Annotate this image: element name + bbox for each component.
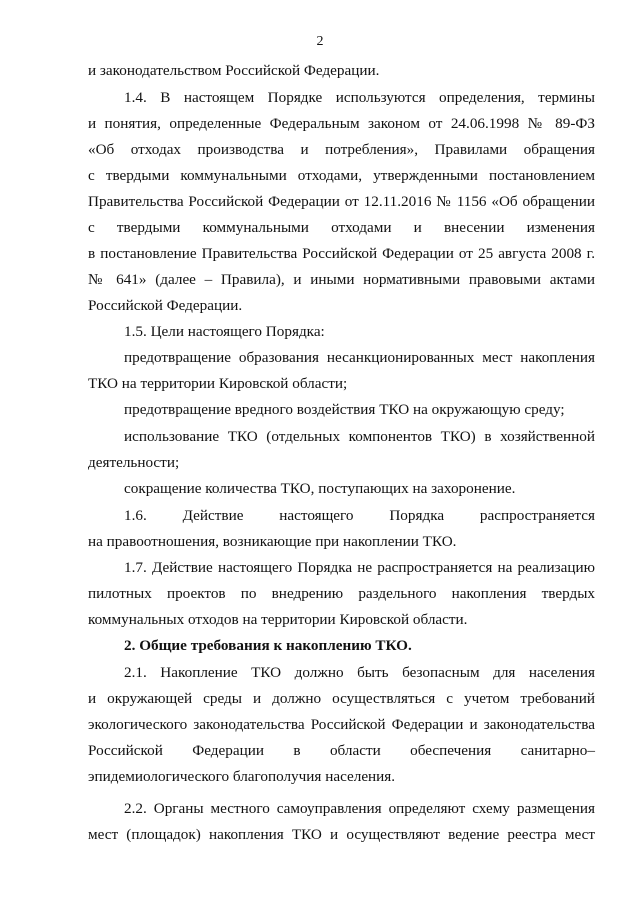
- text-line: и окружающей среды и должно осуществляться с учетом требований: [88, 690, 595, 707]
- text-line: 1.6. Действие настоящего Порядка распространяется: [124, 507, 595, 524]
- text-line: 2.1. Накопление ТКО должно быть безопасным для населения: [124, 664, 595, 681]
- text-line: и законодательством Российской Федерации.: [88, 62, 380, 79]
- text-line: Правительства Российской Федерации от 12.11.2016 № 1156 «Об обращении: [88, 193, 595, 210]
- text-line: эпидемиологического благополучия населения.: [88, 768, 396, 785]
- text-line: с твердыми коммунальными отходами, утвержденными постановлением: [88, 167, 595, 184]
- section-heading: 2. Общие требования к накоплению ТКО.: [124, 637, 412, 654]
- text-line: Российской Федерации.: [88, 297, 243, 314]
- text-line: Российской Федерации в области обеспечения санитарно–: [88, 742, 595, 759]
- text-line: и понятия, определенные Федеральным законом от 24.06.1998 № 89-ФЗ: [88, 115, 595, 132]
- text-line: «Об отходах производства и потребления», Правилами обращения: [88, 141, 595, 158]
- text-line: 2.2. Органы местного самоуправления определяют схему размещения: [124, 800, 595, 817]
- text-line: использование ТКО (отдельных компонентов ТКО) в хозяйственной: [124, 428, 595, 445]
- text-line: № 641» (далее – Правила), и иными нормативными правовыми актами: [88, 271, 595, 288]
- text-line: в постановление Правительства Российской Федерации от 25 августа 2008 г.: [88, 245, 595, 262]
- text-line: ТКО на территории Кировской области;: [88, 375, 348, 392]
- text-line: экологического законодательства Российской Федерации и законодательства: [88, 716, 595, 733]
- text-line: деятельности;: [88, 454, 180, 471]
- text-line: на правоотношения, возникающие при накоплении ТКО.: [88, 533, 457, 550]
- text-line: коммунальных отходов на территории Кировской области.: [88, 611, 468, 628]
- text-line: 1.5. Цели настоящего Порядка:: [124, 323, 325, 340]
- text-line: предотвращение образования несанкционированных мест накопления: [124, 349, 595, 366]
- text-line: с твердыми коммунальными отходами и внесении изменения: [88, 219, 595, 236]
- text-line: сокращение количества ТКО, поступающих на захоронение.: [124, 480, 516, 497]
- text-line: 1.7. Действие настоящего Порядка не распространяется на реализацию: [124, 559, 595, 576]
- text-line: пилотных проектов по внедрению раздельного накопления твердых: [88, 585, 595, 602]
- text-line: 1.4. В настоящем Порядке используются определения, термины: [124, 89, 595, 106]
- text-line: предотвращение вредного воздействия ТКО на окружающую среду;: [124, 401, 565, 418]
- page-number: 2: [316, 34, 324, 49]
- text-line: мест (площадок) накопления ТКО и осуществляют ведение реестра мест: [88, 826, 595, 843]
